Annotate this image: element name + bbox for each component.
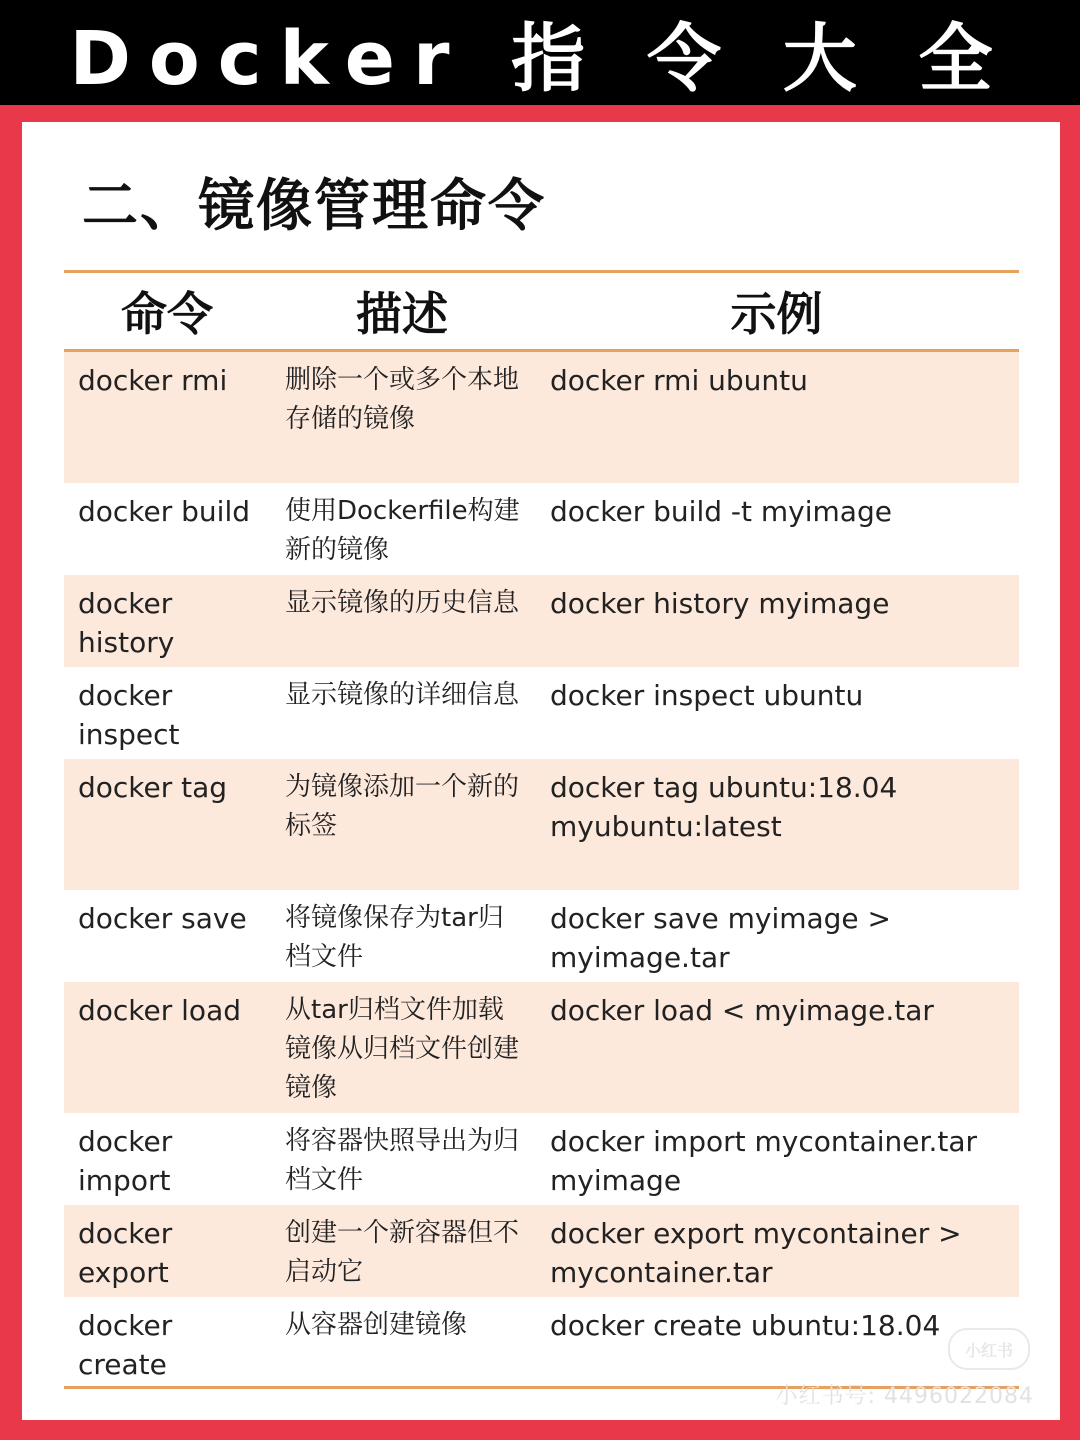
example-cell: docker save myimage > myimage.tar	[550, 902, 892, 974]
command-cell: docker tag	[78, 771, 228, 804]
description-cell: 删除一个或多个本地存储的镜像	[285, 365, 520, 434]
watermark-logo: 小红书	[948, 1328, 1030, 1370]
table-header	[64, 273, 1019, 352]
table-row	[64, 890, 1019, 982]
example-cell: docker build -t myimage	[550, 495, 892, 528]
table-row	[64, 1205, 1019, 1297]
command-cell: docker create	[78, 1309, 173, 1381]
watermark-text: 小红书号: 4496022084	[775, 1384, 1034, 1409]
description-cell: 使用Dockerfile构建新的镜像	[285, 496, 520, 565]
description-cell: 创建一个新容器但不启动它	[285, 1218, 520, 1287]
example-cell: docker load < myimage.tar	[550, 994, 934, 1027]
description-cell: 显示镜像的详细信息	[285, 680, 520, 710]
table-row	[64, 759, 1019, 890]
column-header-example: 示例	[730, 287, 823, 341]
example-cell: docker rmi ubuntu	[550, 364, 808, 397]
command-cell: docker load	[78, 994, 241, 1027]
command-cell: docker build	[78, 495, 251, 528]
description-cell: 从容器创建镜像	[285, 1310, 468, 1340]
header-bar	[0, 0, 1080, 105]
section-title: 二、镜像管理命令	[82, 174, 546, 239]
table-row	[64, 1297, 1019, 1389]
example-cell: docker tag ubuntu:18.04 myubuntu:latest	[550, 771, 898, 843]
table-row	[64, 982, 1019, 1113]
table-row	[64, 667, 1019, 759]
description-cell: 将镜像保存为tar归档文件	[285, 903, 504, 972]
page-title: Docker 指 令 大 全	[69, 15, 1011, 102]
command-table	[64, 270, 1019, 1389]
command-cell: docker save	[78, 902, 247, 935]
column-header-description: 描述	[356, 287, 448, 341]
description-cell: 为镜像添加一个新的标签	[285, 772, 520, 841]
column-header-command: 命令	[121, 287, 213, 341]
command-cell: docker history	[78, 587, 175, 659]
example-cell: docker export mycontainer > mycontainer.tar	[550, 1217, 962, 1289]
table-row	[64, 483, 1019, 575]
command-cell: docker export	[78, 1217, 173, 1289]
description-cell: 从tar归档文件加载镜像从归档文件创建镜像	[285, 995, 520, 1103]
example-cell: docker import mycontainer.tar myimage	[550, 1125, 977, 1197]
command-cell: docker inspect	[78, 679, 180, 751]
command-cell: docker import	[78, 1125, 173, 1197]
description-cell: 显示镜像的历史信息	[285, 588, 520, 618]
description-cell: 将容器快照导出为归档文件	[285, 1126, 520, 1195]
example-cell: docker inspect ubuntu	[550, 679, 864, 712]
table-row	[64, 352, 1019, 483]
example-cell: docker history myimage	[550, 587, 890, 620]
table-row	[64, 1113, 1019, 1205]
command-cell: docker rmi	[78, 364, 228, 397]
content-card	[22, 122, 1060, 1420]
table-row	[64, 575, 1019, 667]
table-body	[64, 352, 1019, 1389]
example-cell: docker create ubuntu:18.04	[550, 1309, 941, 1342]
